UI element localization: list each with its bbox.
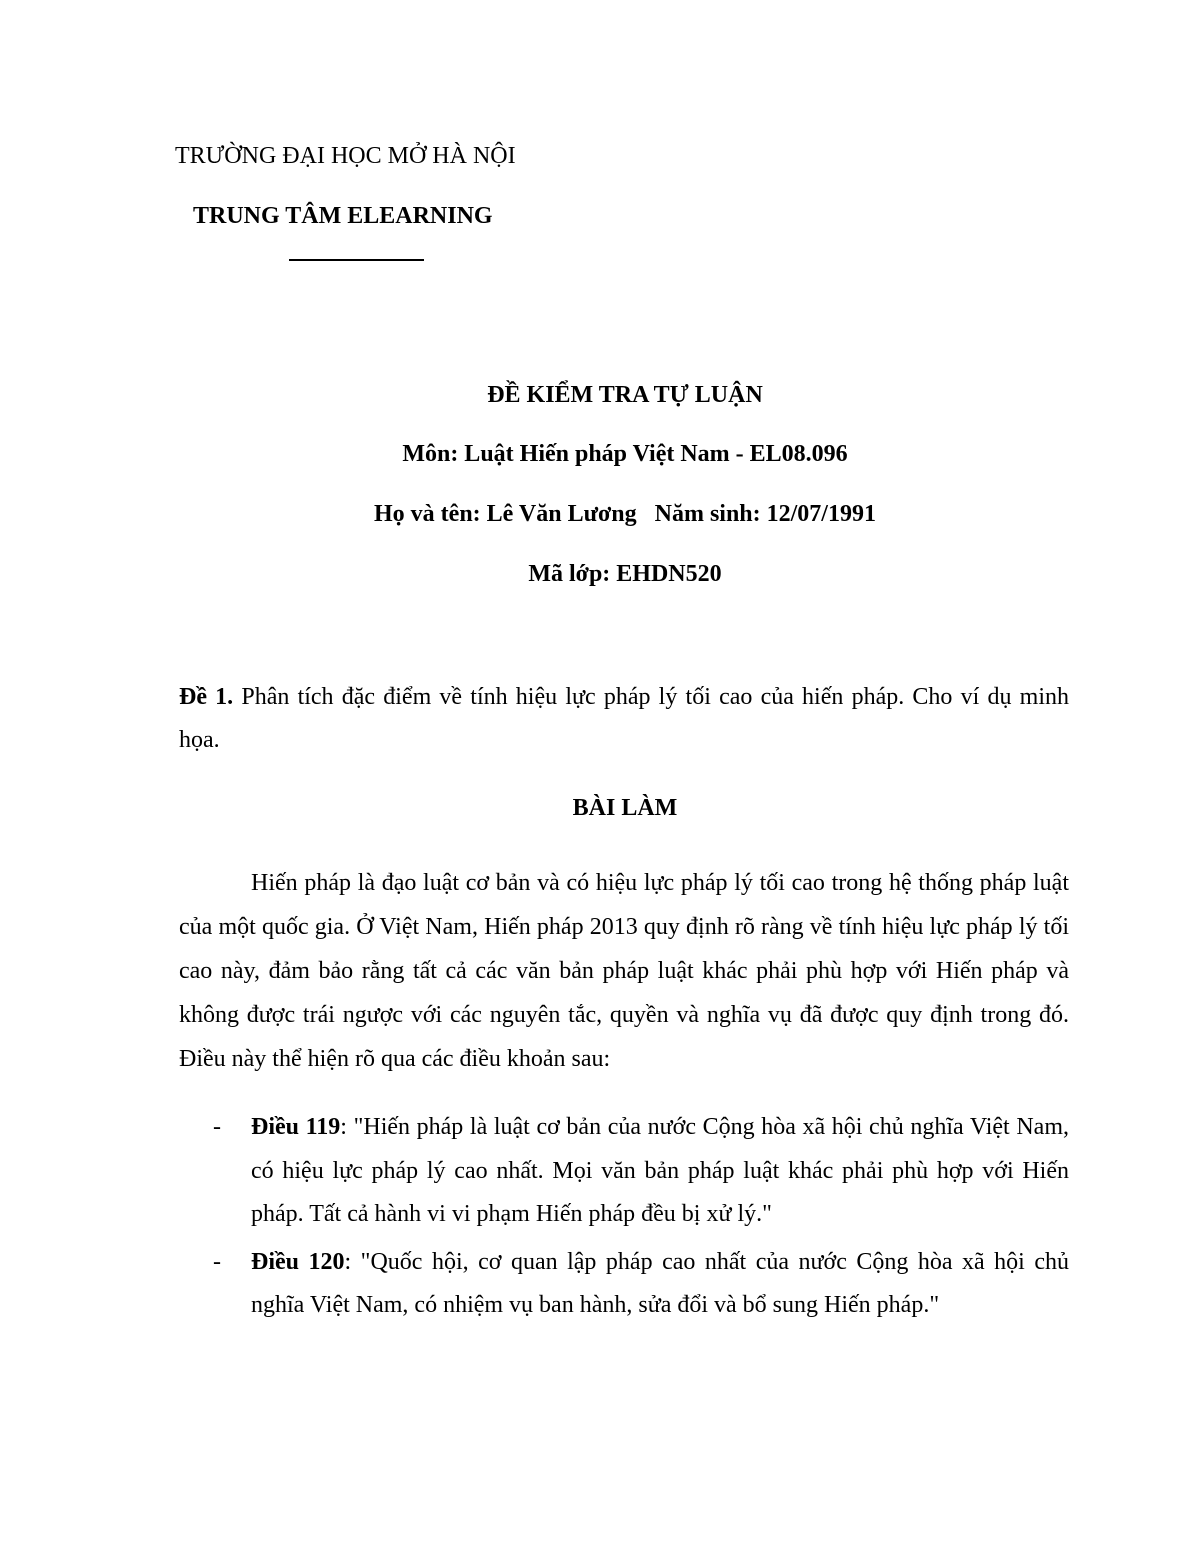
answer-heading: BÀI LÀM <box>572 795 678 821</box>
article-text: : "Hiến pháp là luật cơ bản của nước Cộng hòa xã hội chủ nghĩa Việt Nam, có hiệu lực pháp lý cao nhất. Mọi văn bản pháp luật khác phải phù hợp với Hiến pháp. Tất cả hành vi vi phạm Hiến pháp đều bị xử lý." <box>251 1114 1069 1227</box>
article-text: : "Quốc hội, cơ quan lập pháp cao nhất của nước Cộng hòa xã hội chủ nghĩa Việt Nam, có nhiệm vụ ban hành, sửa đổi và bổ sung Hiến pháp." <box>251 1248 1069 1318</box>
list-item <box>213 1241 1069 1328</box>
article-list <box>213 1106 1069 1332</box>
center-name: TRUNG TÂM ELEARNING <box>193 203 493 229</box>
list-dash: - <box>213 1114 221 1140</box>
question-text: Phân tích đặc điểm về tính hiệu lực pháp lý tối cao của hiến pháp. Cho ví dụ minh họa. <box>179 684 1070 753</box>
list-dash: - <box>213 1248 221 1275</box>
class-code-line: Mã lớp: EHDN520 <box>528 561 722 587</box>
article-label: Điều 120 <box>251 1248 345 1275</box>
question-label: Đề 1. <box>179 684 234 710</box>
subject-line: Môn: Luật Hiến pháp Việt Nam - EL08.096 <box>402 441 848 467</box>
school-name: TRƯỜNG ĐẠI HỌC MỞ HÀ NỘI <box>175 143 516 169</box>
article-label: Điều 119 <box>251 1114 341 1140</box>
header-divider <box>289 259 424 261</box>
list-item <box>213 1106 1069 1237</box>
student-line: Họ và tên: Lê Văn Lương Năm sinh: 12/07/1991 <box>374 501 876 527</box>
exam-title: ĐỀ KIỂM TRA TỰ LUẬN <box>487 382 763 408</box>
question-paragraph <box>179 676 1069 762</box>
answer-paragraph: Hiến pháp là đạo luật cơ bản và có hiệu lực pháp lý tối cao trong hệ thống pháp luật của một quốc gia. Ở Việt Nam, Hiến pháp 2013 quy định rõ ràng về tính hiệu lực pháp lý tối cao này, đảm bảo rằng tất cả các văn bản pháp luật khác phải phù hợp với Hiến pháp và không được trái ngược với các nguyên tắc, quyền và nghĩa vụ đã được quy định trong đó. Điều này thể hiện rõ qua các điều khoản sau: <box>179 870 1069 1072</box>
